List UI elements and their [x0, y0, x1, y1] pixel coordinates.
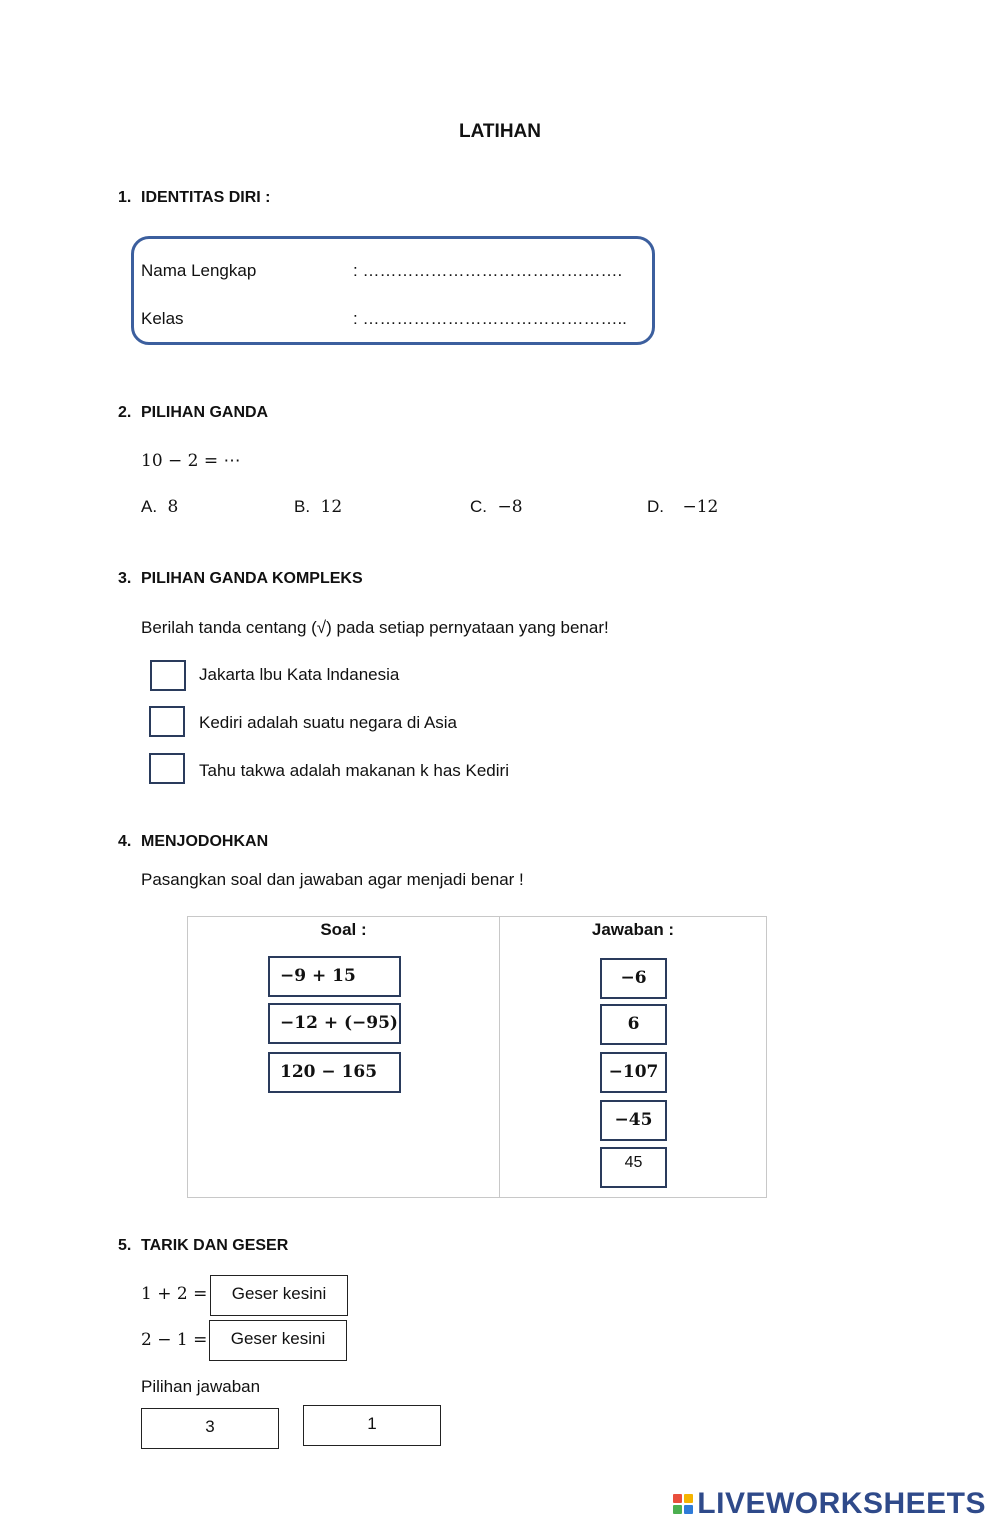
mc-option-b[interactable] [294, 497, 342, 517]
section-number: 2. [118, 404, 132, 421]
soal-item-2[interactable]: −12 + (−95) [268, 1003, 401, 1044]
logo-tile [673, 1505, 682, 1514]
section-drag-drop-heading [118, 1237, 288, 1255]
section-complex-choice-heading [118, 570, 363, 588]
matching-divider [499, 916, 500, 1198]
statement-text: Jakarta lbu Kata lndanesia [199, 665, 400, 684]
logo-tile [684, 1494, 693, 1503]
option-value: −12 [682, 497, 719, 517]
class-field[interactable]: : ……………………………………….. [353, 309, 627, 328]
jawaban-item-5[interactable]: 45 [600, 1147, 667, 1188]
drag-choice-2[interactable]: 1 [303, 1405, 441, 1446]
statement-text: Tahu takwa adalah makanan k has Kediri [199, 761, 509, 780]
drag-choice-1[interactable]: 3 [141, 1408, 279, 1449]
soal-header: Soal : [320, 920, 367, 939]
class-label: Kelas [141, 309, 184, 328]
option-letter: A. [141, 497, 158, 516]
jawaban-header: Jawaban : [591, 920, 675, 939]
statement-checkbox-3[interactable] [149, 753, 185, 784]
section-number: 4. [118, 833, 132, 850]
mc-option-a[interactable] [141, 497, 178, 517]
jawaban-item-3[interactable]: −107 [600, 1052, 667, 1093]
choices-label: Pilihan jawaban [141, 1377, 261, 1396]
statement-checkbox-2[interactable] [149, 706, 185, 737]
logo-tile [684, 1505, 693, 1514]
section-title: PILIHAN GANDA KOMPLEKS [141, 570, 363, 587]
drag-question-2: 2 − 1 = [141, 1330, 208, 1350]
name-field[interactable]: : ………………………………………. [353, 261, 623, 280]
option-value: 8 [167, 497, 179, 517]
section-title: MENJODOHKAN [141, 833, 269, 850]
statement-checkbox-1[interactable] [150, 660, 186, 691]
drop-zone-2[interactable]: Geser kesini [209, 1320, 347, 1361]
complex-instruction: Berilah tanda centang (√) pada setiap pernyataan yang benar! [141, 618, 609, 637]
soal-item-3[interactable]: 120 − 165 [268, 1052, 401, 1093]
section-identity-heading [118, 189, 270, 207]
jawaban-item-1[interactable]: −6 [600, 958, 667, 999]
liveworksheets-logo [673, 1487, 986, 1521]
section-number: 5. [118, 1237, 132, 1254]
name-label: Nama Lengkap [141, 261, 257, 280]
mc-option-c[interactable] [470, 497, 523, 517]
section-number: 1. [118, 189, 132, 206]
mc-question: 10 − 2 = ⋯ [141, 451, 241, 471]
matching-instruction: Pasangkan soal dan jawaban agar menjadi benar ! [141, 870, 524, 889]
section-multiple-choice-heading [118, 404, 268, 422]
jawaban-item-4[interactable]: −45 [600, 1100, 667, 1141]
mc-option-d[interactable] [647, 497, 718, 517]
logo-tile [673, 1494, 682, 1503]
drop-zone-1[interactable]: Geser kesini [210, 1275, 348, 1316]
option-value: −8 [497, 497, 523, 517]
drag-question-1: 1 + 2 = [141, 1284, 208, 1304]
liveworksheets-logo-icon [673, 1494, 693, 1514]
statement-text: Kediri adalah suatu negara di Asia [199, 713, 458, 732]
soal-item-1[interactable]: −9 + 15 [268, 956, 401, 997]
jawaban-item-2[interactable]: 6 [600, 1004, 667, 1045]
option-letter: D. [647, 497, 664, 516]
section-title: TARIK DAN GESER [141, 1237, 289, 1254]
section-matching-heading [118, 833, 268, 851]
brand-name: LIVEWORKSHEETS [697, 1487, 986, 1520]
option-value: 12 [320, 497, 343, 517]
section-title: PILIHAN GANDA [141, 404, 269, 421]
page-title: LATIHAN [459, 121, 541, 142]
option-letter: C. [470, 497, 487, 516]
section-number: 3. [118, 570, 132, 587]
section-title: IDENTITAS DIRI : [141, 189, 271, 206]
option-letter: B. [294, 497, 311, 516]
